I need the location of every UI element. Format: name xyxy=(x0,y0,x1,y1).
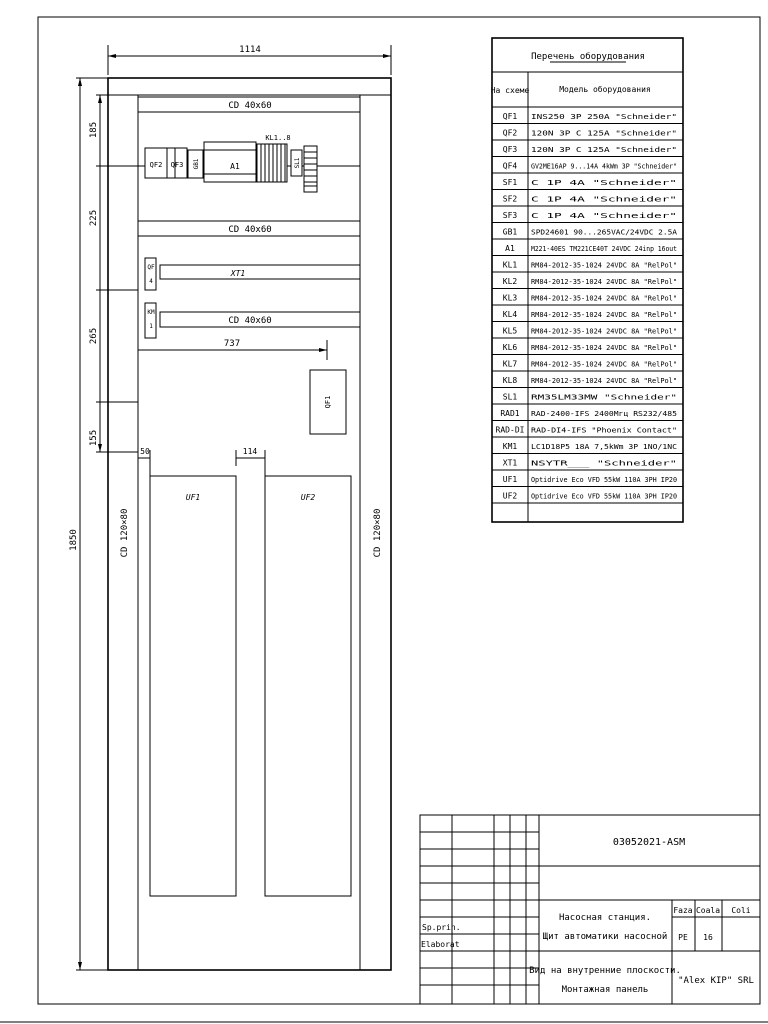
table-cell-ref: KL7 xyxy=(502,359,518,369)
project-line1: Насосная станция. xyxy=(558,913,652,923)
side-channel-left-label: CD 120×80 xyxy=(120,508,130,558)
table-cell-ref: KM1 xyxy=(502,442,518,451)
table-cell-model: RM84-2012-35-1024 24VDC 8A "RelPol" xyxy=(531,293,677,303)
coala-label: Coala xyxy=(695,906,721,915)
table-cell-model: LC1D18P5 18A 7,5kWm 3P 1NO/1NC xyxy=(531,442,677,451)
gb1-label: GB1 xyxy=(193,158,200,170)
table-cell-ref: KL2 xyxy=(502,277,518,286)
qf1-label: QF1 xyxy=(324,395,332,409)
table-row xyxy=(492,442,683,454)
table-row xyxy=(492,178,683,190)
table-cell-model: Optidrive Eco VFD 55kW 110A 3PH IP20 xyxy=(531,475,677,484)
table-cell-ref: RAD-DI xyxy=(495,425,525,435)
table-cell-model: RM84-2012-35-1024 24VDC 8A "RelPol" xyxy=(531,359,677,369)
table-cell-ref: KL1 xyxy=(502,260,518,270)
table-cell-model: INS250 3P 250A "Schneider" xyxy=(531,112,677,121)
table-cell-ref: QF1 xyxy=(502,112,518,121)
table-row xyxy=(492,228,683,240)
km1-label-b: 1 xyxy=(149,323,153,330)
table-cell-ref: UF2 xyxy=(502,491,518,501)
equipment-table-col2: Модель оборудования xyxy=(559,85,651,94)
table-row xyxy=(492,112,683,124)
table-row xyxy=(492,343,683,355)
a1-label: A1 xyxy=(230,162,240,171)
channel-mid-label: CD 40x60 xyxy=(228,225,272,235)
table-cell-model: C 1P 4A "Schneider" xyxy=(531,178,677,187)
table-cell-model: Optidrive Eco VFD 55kW 110A 3PH IP20 xyxy=(531,491,677,501)
table-cell-ref: SF3 xyxy=(502,211,518,220)
table-cell-model: RAD-DI4-IFS "Phoenix Contact" xyxy=(531,425,677,435)
equipment-table-title: Перечень оборудования xyxy=(531,52,645,62)
table-cell-ref: KL8 xyxy=(502,376,518,385)
title-block xyxy=(420,815,760,1004)
dim-114: 114 xyxy=(242,447,258,456)
terminal-group xyxy=(304,146,317,192)
uf1-label: UF1 xyxy=(185,493,201,502)
table-cell-model: RM84-2012-35-1024 24VDC 8A "RelPol" xyxy=(531,310,677,319)
faza-value: PE xyxy=(678,933,688,942)
table-cell-model: NSYTR___ "Schneider" xyxy=(531,458,677,468)
qf2-label: QF2 xyxy=(149,161,163,169)
table-cell-model: 120N 3P C 125A "Schneider" xyxy=(531,128,677,138)
table-cell-model: RM35LM33MW "Schneider" xyxy=(531,392,677,402)
table-cell-ref: KL3 xyxy=(502,293,518,303)
dim-seg2: 225 xyxy=(89,209,99,227)
dim-width: 1114 xyxy=(239,45,261,55)
equipment-table xyxy=(491,38,683,522)
drive-uf1 xyxy=(150,476,236,896)
table-cell-model: RM84-2012-35-1024 24VDC 8A "RelPol" xyxy=(531,326,677,336)
km1-label-a: KM xyxy=(147,309,155,316)
table-cell-ref: QF3 xyxy=(502,145,518,154)
coli-label: Coli xyxy=(731,906,751,915)
qf3-label: QF3 xyxy=(170,161,184,169)
qf4-label-a: QF xyxy=(147,264,155,271)
table-cell-ref: SF2 xyxy=(502,194,518,204)
table-cell-ref: KL4 xyxy=(502,310,518,319)
table-row xyxy=(492,376,683,388)
table-cell-ref: SF1 xyxy=(502,178,518,187)
doc-number: 03052021-ASM xyxy=(612,837,686,848)
table-cell-ref: QF2 xyxy=(502,128,518,138)
table-cell-ref: UF1 xyxy=(502,475,518,484)
table-cell-model: RM84-2012-35-1024 24VDC 8A "RelPol" xyxy=(531,376,677,385)
table-row xyxy=(492,244,683,256)
table-row xyxy=(492,327,683,339)
table-cell-ref: A1 xyxy=(505,244,515,253)
table-row xyxy=(492,475,683,487)
table-cell-ref: XT1 xyxy=(502,458,518,468)
equipment-table-col1: На схеме xyxy=(490,86,530,95)
dim-737: 737 xyxy=(223,339,241,349)
table-row xyxy=(492,195,683,207)
dim-seg3: 265 xyxy=(89,327,99,345)
table-row xyxy=(492,145,683,157)
table-cell-model: SPD24601 90...265VAC/24VDC 2.5A xyxy=(531,227,678,237)
table-row xyxy=(492,261,683,273)
drive-uf2 xyxy=(265,476,351,896)
table-cell-model: GV2ME16AP 9...14A 4kWm 3P "Schneider" xyxy=(531,161,677,171)
table-row xyxy=(492,129,683,141)
uf2-label: UF2 xyxy=(300,493,316,502)
table-row xyxy=(492,360,683,372)
enclosure-drawing xyxy=(69,45,391,970)
dim-seg4: 155 xyxy=(89,429,99,447)
coala-value: 16 xyxy=(703,933,713,942)
table-cell-model: RAD-2400-IFS 2400Мгц RS232/485 xyxy=(531,409,677,418)
dim-height-total: 1850 xyxy=(69,529,79,551)
table-cell-ref: SL1 xyxy=(502,392,518,402)
table-cell-model: RM84-2012-35-1024 24VDC 8A "RelPol" xyxy=(531,343,677,352)
sl1-label: SL1 xyxy=(294,157,301,169)
xt1-label: XT1 xyxy=(230,269,246,278)
sheet-line2: Монтажная панель xyxy=(561,985,649,995)
side-channel-right-label: CD 120×80 xyxy=(373,508,383,558)
table-cell-ref: RAD1 xyxy=(500,409,520,418)
dim-seg1: 185 xyxy=(89,121,99,139)
terminal-block-xt1 xyxy=(160,265,360,279)
sp-prin-label: Sp.prin. xyxy=(422,923,461,932)
table-cell-model: 120N 3P C 125A "Schneider" xyxy=(531,145,677,154)
table-cell-ref: GB1 xyxy=(502,227,518,237)
sheet-line1: Вид на внутренние плоскости. xyxy=(529,966,681,976)
dim-50: 50 xyxy=(140,447,150,456)
table-row xyxy=(492,459,683,471)
table-row xyxy=(492,310,683,322)
project-line2: Щит автоматики насосной xyxy=(542,932,668,942)
faza-label: Faza xyxy=(673,906,693,915)
table-row xyxy=(492,162,683,174)
table-row xyxy=(492,426,683,438)
table-row xyxy=(492,294,683,306)
qf4-label-b: 4 xyxy=(149,278,153,285)
channel-low-label: CD 40x60 xyxy=(228,316,272,326)
table-row xyxy=(492,211,683,223)
table-row xyxy=(492,277,683,289)
kl-label: KL1..8 xyxy=(265,134,291,142)
table-cell-ref: QF4 xyxy=(502,161,518,171)
elaborat-label: Elaborat xyxy=(421,940,460,949)
table-cell-model: C 1P 4A "Schneider" xyxy=(531,194,677,204)
motor-breaker-qf4 xyxy=(145,258,156,290)
table-row xyxy=(492,393,683,405)
table-cell-model: RM84-2012-35-1024 24VDC 8A "RelPol" xyxy=(531,260,677,270)
table-cell-model: RM84-2012-35-1024 24VDC 8A "RelPol" xyxy=(531,277,677,286)
table-cell-model: C 1P 4A "Schneider" xyxy=(531,211,677,220)
company-name: "Alex KIP" SRL xyxy=(678,976,754,986)
table-cell-ref: KL5 xyxy=(502,326,518,336)
table-cell-model: M221-40ES TM221CE40T 24VDC 24inp 16out xyxy=(531,244,677,253)
channel-top-label: CD 40x60 xyxy=(228,101,272,111)
table-cell-ref: KL6 xyxy=(502,343,518,352)
relays-kl1-kl8 xyxy=(257,144,287,182)
table-row xyxy=(492,492,683,504)
table-row xyxy=(492,409,683,421)
